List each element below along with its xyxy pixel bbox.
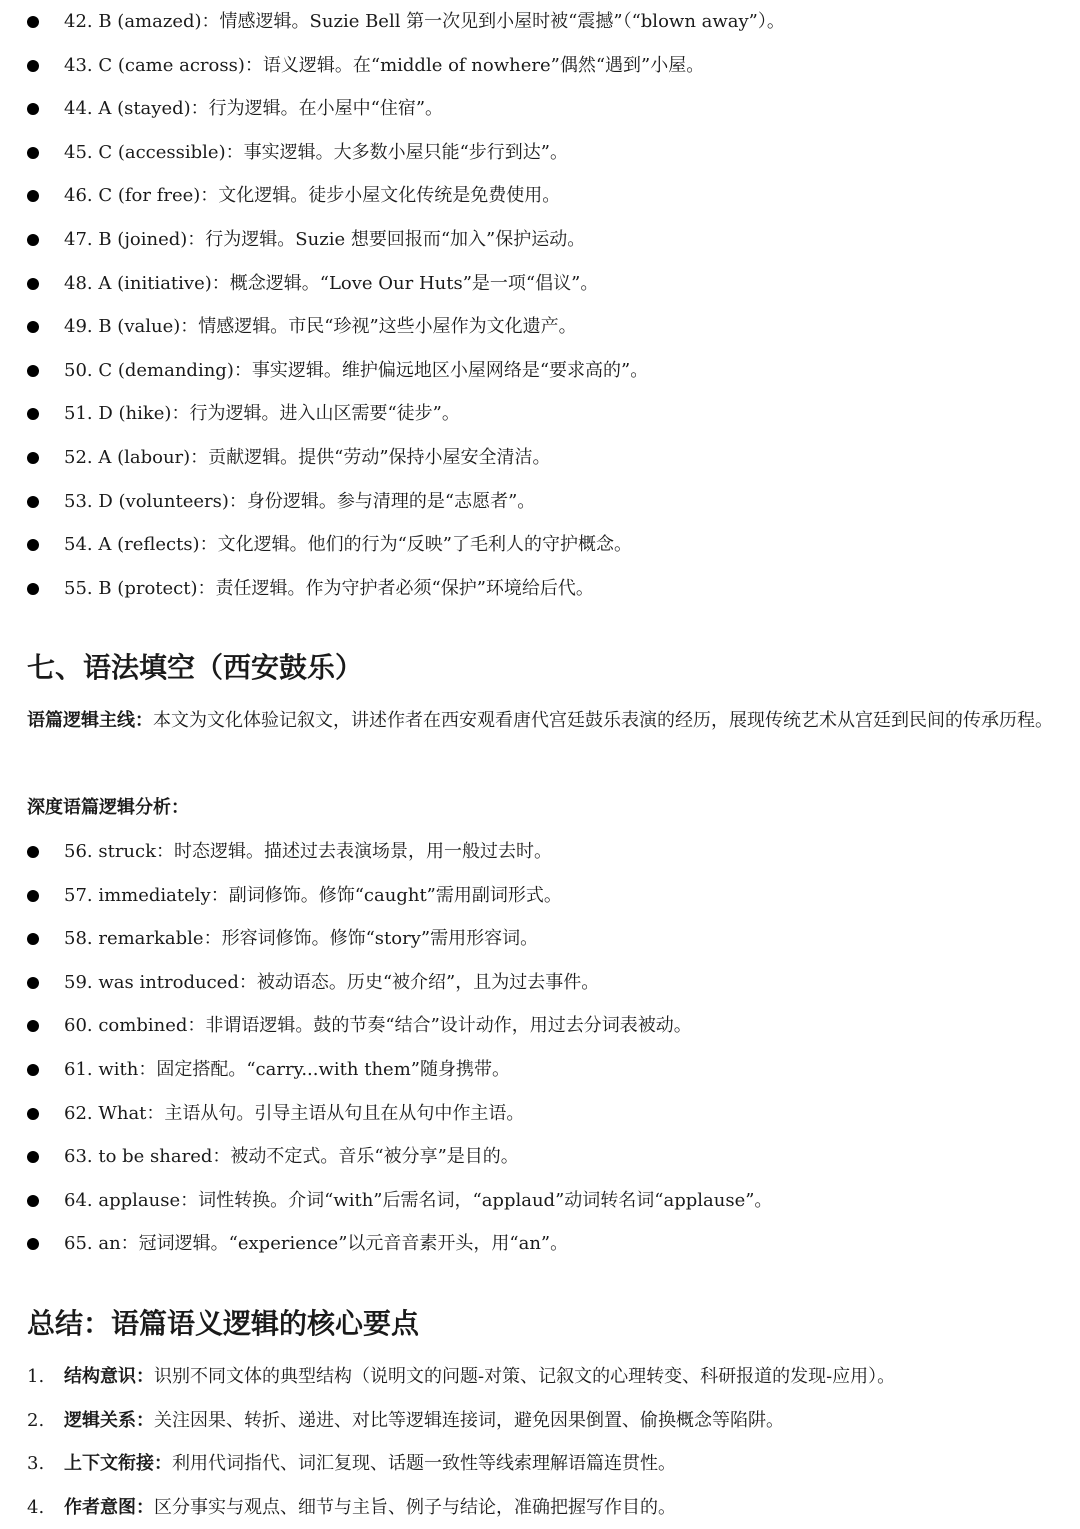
item-text xyxy=(64,1399,784,1443)
item-text: 64. applause：词性转换。介词“with”后需名词，“applaud”动词转名词“applause”。 xyxy=(64,1189,773,1211)
item-body: 识别不同文体的典型结构（说明文的问题-对策、记叙文的心理转变、科研报道的发现-应用）。 xyxy=(154,1366,896,1387)
bullet-icon xyxy=(27,365,39,377)
item-text: 61. with：固定搭配。“carry...with them”随身携带。 xyxy=(64,1058,510,1080)
bullet-icon xyxy=(27,278,39,290)
item-text: 63. to be shared：被动不定式。音乐“被分享”是目的。 xyxy=(64,1146,519,1168)
item-body: 关注因果、转折、递进、对比等逻辑连接词，避免因果倒置、偷换概念等陷阱。 xyxy=(154,1409,784,1431)
list-item xyxy=(0,1442,1080,1486)
bullet-icon xyxy=(27,1238,39,1250)
list-item xyxy=(0,567,1080,611)
item-text xyxy=(64,1486,676,1529)
item-text: 53. D (volunteers)：身份逻辑。参与清理的是“志愿者”。 xyxy=(64,490,536,512)
item-number: 3. xyxy=(27,1453,45,1475)
item-number: 1. xyxy=(27,1366,45,1387)
list-item xyxy=(0,131,1080,175)
mainline-label: 语篇逻辑主线： xyxy=(27,710,153,731)
bullet-icon xyxy=(27,846,39,858)
item-text: 54. A (reflects)：文化逻辑。他们的行为“反映”了毛利人的守护概念。 xyxy=(64,534,632,556)
bullet-icon xyxy=(27,1108,39,1120)
bullet-icon xyxy=(27,321,39,333)
bullet-icon xyxy=(27,1064,39,1076)
item-text: 49. B (value)：情感逻辑。市民“珍视”这些小屋作为文化遗产。 xyxy=(64,316,577,338)
list-item xyxy=(0,523,1080,567)
summary-title: 总结：语篇语义逻辑的核心要点 xyxy=(27,1307,420,1340)
item-text: 57. immediately：副词修饰。修饰“caught”需用副词形式。 xyxy=(64,884,562,906)
mainline-text: 本文为文化体验记叙文，讲述作者在西安观看唐代宫廷鼓乐表演的经历，展现传统艺术从宫廷到民间的传承历程。 xyxy=(153,710,1053,731)
bullet-icon xyxy=(27,234,39,246)
list-item xyxy=(0,961,1080,1005)
item-key: 作者意图： xyxy=(64,1496,154,1518)
list-item xyxy=(0,1179,1080,1223)
item-text: 45. C (accessible)：事实逻辑。大多数小屋只能“步行到达”。 xyxy=(64,141,568,163)
bullet-icon xyxy=(27,496,39,508)
item-text: 43. C (came across)：语义逻辑。在“middle of nowhere”偶然“遇到”小屋。 xyxy=(64,54,705,76)
bullet-icon xyxy=(27,583,39,595)
item-text: 44. A (stayed)：行为逻辑。在小屋中“住宿”。 xyxy=(64,98,444,120)
bullet-icon xyxy=(27,16,39,28)
bullet-icon xyxy=(27,408,39,420)
item-key: 上下文衔接： xyxy=(64,1453,172,1475)
list-item xyxy=(0,1355,1080,1399)
list-item xyxy=(0,1092,1080,1136)
list-item xyxy=(0,830,1080,874)
item-text: 51. D (hike)：行为逻辑。进入山区需要“徒步”。 xyxy=(64,403,460,425)
list-item xyxy=(0,1048,1080,1092)
item-text: 42. B (amazed)：情感逻辑。Suzie Bell 第一次见到小屋时被“震撼”（“blown away”）。 xyxy=(64,11,785,32)
bullet-icon xyxy=(27,60,39,72)
list-item xyxy=(0,262,1080,306)
list-item xyxy=(0,305,1080,349)
item-body: 利用代词指代、词汇复现、话题一致性等线索理解语篇连贯性。 xyxy=(172,1453,676,1475)
bullet-icon xyxy=(27,539,39,551)
item-text: 52. A (labour)：贡献逻辑。提供“劳动”保持小屋安全清洁。 xyxy=(64,446,551,468)
item-text: 55. B (protect)：责任逻辑。作为守护者必须“保护”环境给后代。 xyxy=(64,577,594,599)
item-text: 60. combined：非谓语逻辑。鼓的节奏“结合”设计动作，用过去分词表被动。 xyxy=(64,1015,692,1037)
item-number: 2. xyxy=(27,1409,45,1431)
answer-list-part6 xyxy=(0,0,1080,610)
list-item xyxy=(0,87,1080,131)
bullet-icon xyxy=(27,977,39,989)
list-item xyxy=(0,1486,1080,1529)
list-item xyxy=(0,917,1080,961)
item-text: 50. C (demanding)：事实逻辑。维护偏远地区小屋网络是“要求高的”。 xyxy=(64,359,649,381)
summary-list xyxy=(0,1355,1080,1529)
list-item xyxy=(0,392,1080,436)
list-item xyxy=(0,1004,1080,1048)
bullet-icon xyxy=(27,933,39,945)
item-text xyxy=(64,1355,895,1399)
answer-list-section7 xyxy=(0,830,1080,1266)
item-text: 62. What：主语从句。引导主语从句且在从句中作主语。 xyxy=(64,1102,525,1124)
list-item xyxy=(0,480,1080,524)
bullet-icon xyxy=(27,103,39,115)
list-item xyxy=(0,1399,1080,1443)
section-7-analysis-label: 深度语篇逻辑分析： xyxy=(27,797,189,818)
list-item xyxy=(0,349,1080,393)
bullet-icon xyxy=(27,1020,39,1032)
bullet-icon xyxy=(27,190,39,202)
item-key: 逻辑关系： xyxy=(64,1409,154,1431)
list-item xyxy=(0,874,1080,918)
bullet-icon xyxy=(27,147,39,159)
item-text: 65. an：冠词逻辑。“experience”以元音音素开头，用“an”。 xyxy=(64,1233,569,1255)
list-item xyxy=(0,1222,1080,1266)
bullet-icon xyxy=(27,1151,39,1163)
list-item xyxy=(0,436,1080,480)
bullet-icon xyxy=(27,890,39,902)
item-text: 48. A (initiative)：概念逻辑。“Love Our Huts”是一项“倡议”。 xyxy=(64,272,599,294)
list-item xyxy=(0,0,1080,44)
list-item xyxy=(0,218,1080,262)
item-text xyxy=(64,1442,676,1486)
item-number: 4. xyxy=(27,1496,45,1518)
item-text: 47. B (joined)：行为逻辑。Suzie 想要回报而“加入”保护运动。 xyxy=(64,228,586,250)
item-text: 46. C (for free)：文化逻辑。徒步小屋文化传统是免费使用。 xyxy=(64,185,561,207)
list-item xyxy=(0,174,1080,218)
section-7-title: 七、语法填空（西安鼓乐） xyxy=(27,651,364,684)
item-key: 结构意识： xyxy=(64,1366,154,1387)
bullet-icon xyxy=(27,1195,39,1207)
section-7-mainline xyxy=(27,699,1067,743)
bullet-icon xyxy=(27,452,39,464)
item-body: 区分事实与观点、细节与主旨、例子与结论，准确把握写作目的。 xyxy=(154,1496,676,1518)
list-item xyxy=(0,1135,1080,1179)
item-text: 56. struck：时态逻辑。描述过去表演场景，用一般过去时。 xyxy=(64,841,553,862)
list-item xyxy=(0,44,1080,88)
item-text: 58. remarkable：形容词修饰。修饰“story”需用形容词。 xyxy=(64,928,539,950)
item-text: 59. was introduced：被动语态。历史“被介绍”，且为过去事件。 xyxy=(64,971,600,993)
